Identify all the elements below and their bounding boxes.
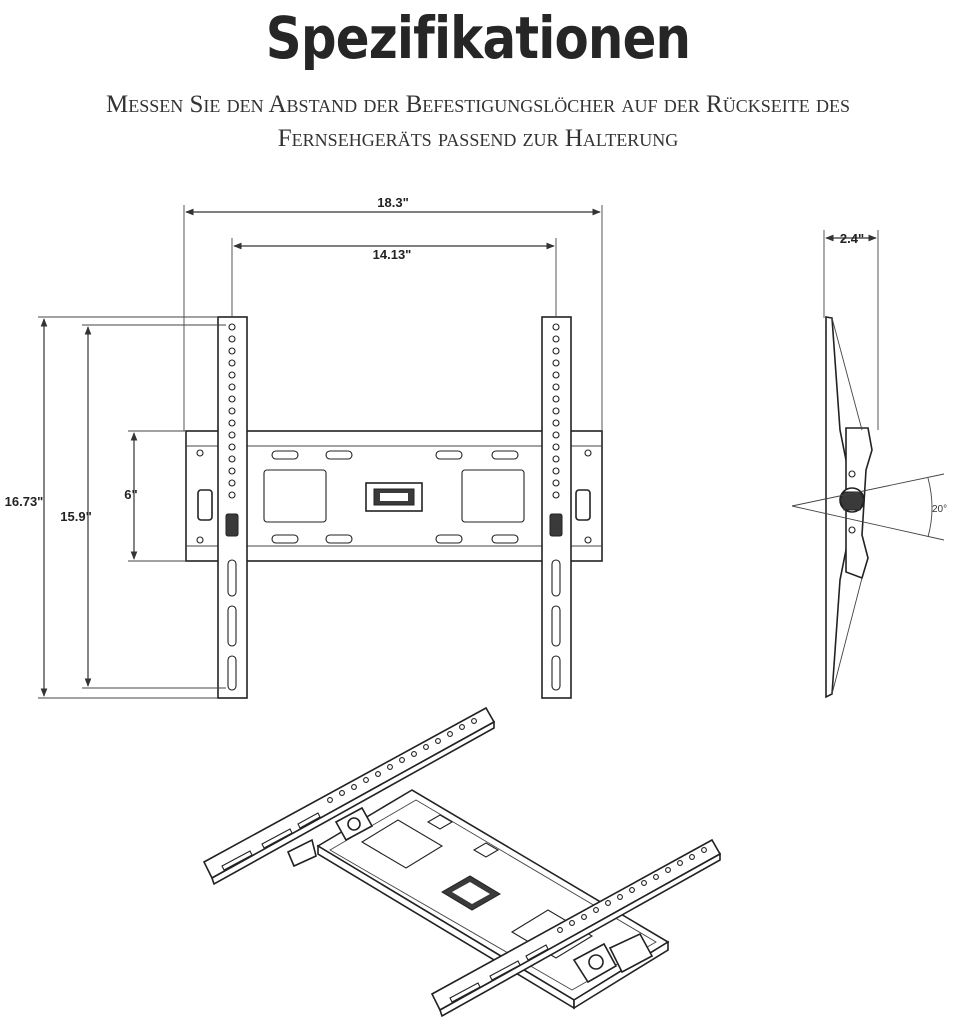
label-hole-height: 15.9" xyxy=(60,509,92,524)
right-knob xyxy=(576,490,590,520)
label-overall-height: 16.73" xyxy=(4,494,44,509)
left-vertical-bracket xyxy=(218,317,247,698)
label-tilt-angle: 20° xyxy=(932,504,948,515)
right-vertical-bracket xyxy=(542,317,571,698)
label-depth: 2.4" xyxy=(839,231,865,246)
label-overall-width: 18.3" xyxy=(377,195,409,210)
label-hole-width: 14.13" xyxy=(372,247,412,262)
subtitle-line-1: Messen Sie den Abstand der Befestigungslöcher auf der Rückseite des xyxy=(106,91,850,118)
page-title: Spezifikationen xyxy=(265,4,691,72)
subtitle-line-2: Fernsehgeräts passend zur Halterung xyxy=(277,125,679,152)
front-view xyxy=(5,195,602,698)
left-knob xyxy=(198,490,212,520)
perspective-view xyxy=(204,708,720,1016)
label-plate-height: 6" xyxy=(124,487,138,502)
side-view xyxy=(792,230,944,697)
